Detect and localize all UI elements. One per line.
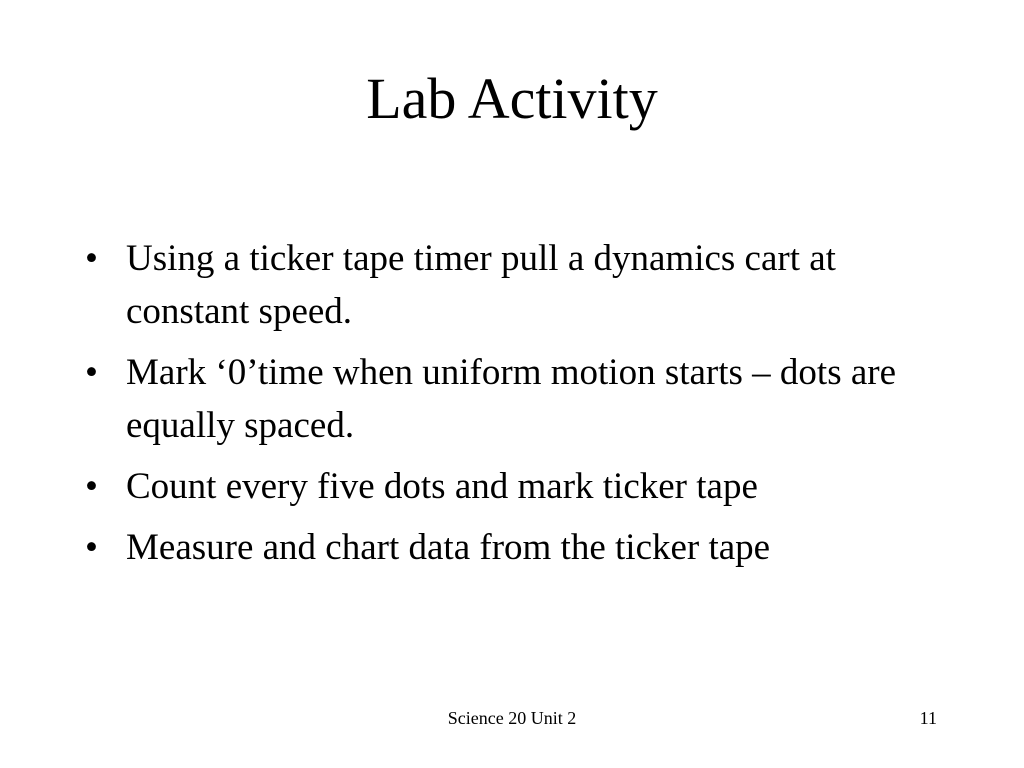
bullet-text: Mark ‘0’time when uniform motion starts – dots are equally spaced. [126,352,897,446]
bullet-item [85,460,945,513]
footer-text: Science 20 Unit 2 [447,708,577,728]
bullet-item [85,521,945,574]
bullet-icon: • [85,352,98,393]
bullet-item [85,346,945,452]
bullet-icon: • [85,527,98,568]
bullet-icon: • [85,238,98,279]
bullet-text: Measure and chart data from the ticker tape [126,527,771,568]
page-number: 11 [919,708,937,728]
bullet-text: Using a ticker tape timer pull a dynamics cart at constant speed. [126,238,836,332]
slide-title: Lab Activity [366,66,658,131]
bullet-text: Count every five dots and mark ticker tape [126,466,758,507]
bullet-item [85,232,945,338]
bullet-icon: • [85,466,98,507]
bullet-list [85,232,945,582]
